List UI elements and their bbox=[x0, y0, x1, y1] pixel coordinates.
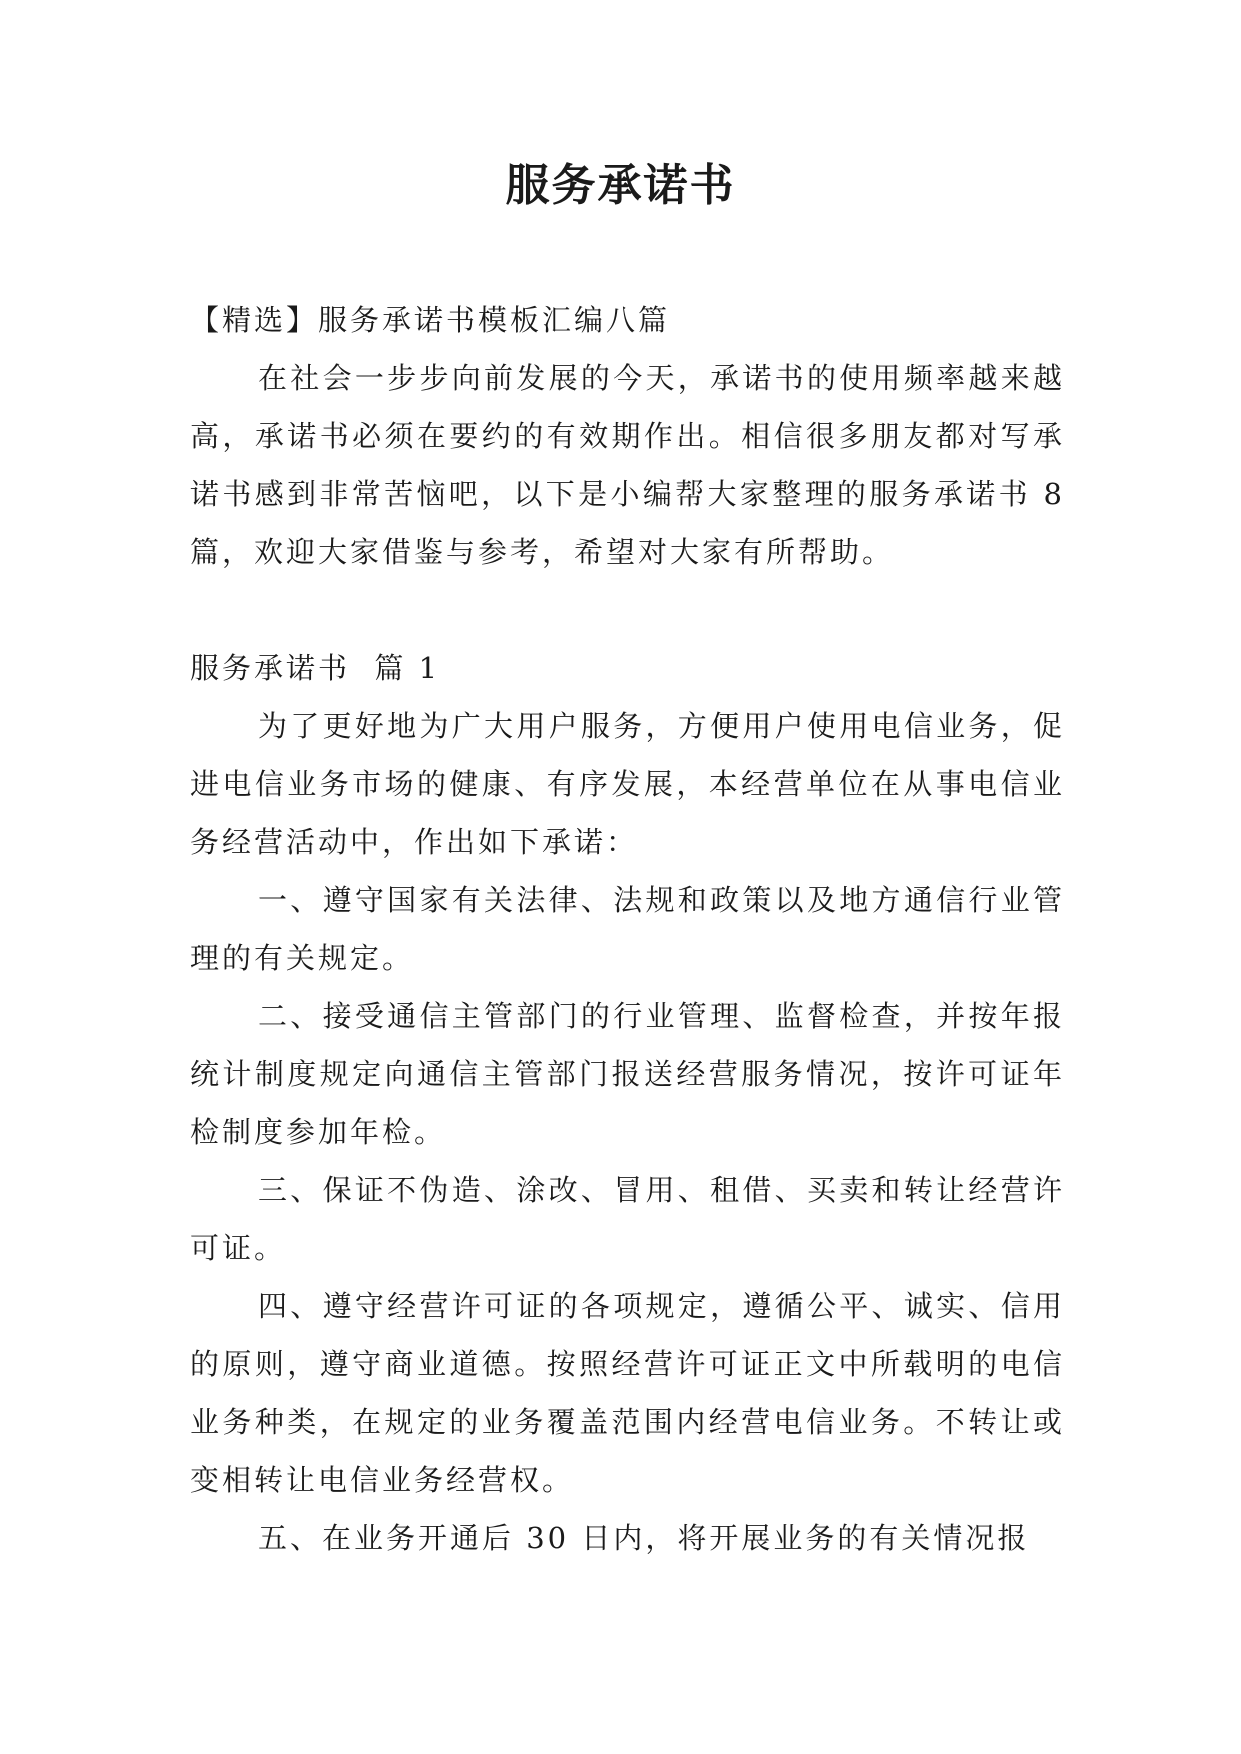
document-body bbox=[190, 291, 1065, 1567]
paragraph-item-1: 一、遵守国家有关法律、法规和政策以及地方通信行业管理的有关规定。 bbox=[190, 883, 1065, 975]
intro-paragraph: 在社会一步步向前发展的今天，承诺书的使用频率越来越高，承诺书必须在要约的有效期作出。相信很多朋友都对写承诺书感到非常苦恼吧，以下是小编帮大家整理的服务承诺书 8 篇，欢迎大家借鉴与参考，希望对大家有所帮助。 bbox=[190, 361, 1065, 569]
paragraph-preamble: 为了更好地为广大用户服务，方便用户使用电信业务，促进电信业务市场的健康、有序发展，本经营单位在从事电信业务经营活动中，作出如下承诺： bbox=[190, 709, 1065, 859]
paragraph-item-3: 三、保证不伪造、涂改、冒用、租借、买卖和转让经营许可证。 bbox=[190, 1173, 1065, 1265]
document-title: 服务承诺书 bbox=[505, 160, 736, 211]
section-heading: 服务承诺书 篇 1 bbox=[190, 651, 441, 685]
document-subtitle: 【精选】服务承诺书模板汇编八篇 bbox=[190, 303, 671, 337]
paragraph-item-2: 二、接受通信主管部门的行业管理、监督检查，并按年报统计制度规定向通信主管部门报送经营服务情况，按许可证年检制度参加年检。 bbox=[190, 999, 1065, 1149]
paragraph-item-5: 五、在业务开通后 30 日内，将开展业务的有关情况报 bbox=[258, 1521, 1030, 1555]
paragraph-item-4: 四、遵守经营许可证的各项规定，遵循公平、诚实、信用的原则，遵守商业道德。按照经营许可证正文中所载明的电信业务种类，在规定的业务覆盖范围内经营电信业务。不转让或变相转让电信业务经营权。 bbox=[190, 1289, 1065, 1497]
